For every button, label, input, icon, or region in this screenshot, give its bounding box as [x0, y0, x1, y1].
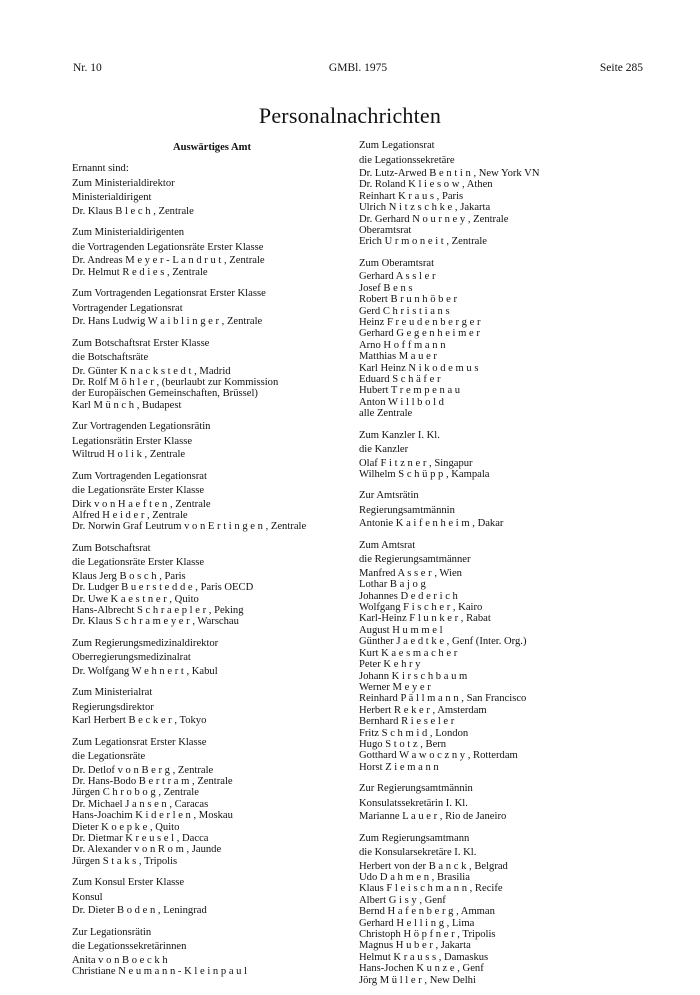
- rank-label: Zum Botschaftsrat Erster Klasse: [72, 337, 210, 349]
- appointment-section: [72, 686, 352, 726]
- appointment-section: [72, 337, 352, 412]
- rank-label: Zum Vortragenden Legationsrat: [72, 470, 207, 482]
- person-entry: Klaus F l e i s c h m a n n , Recife: [359, 883, 503, 895]
- person-entry: Günther J a e d t k e , Genf (Inter. Org.): [359, 636, 527, 648]
- person-entry: Gotthard W a w o c z n y , Rotterdam: [359, 750, 518, 762]
- rank-label: Zur Regierungsamtmännin: [359, 783, 473, 795]
- rank-label: Zum Ministerialrat: [72, 687, 153, 699]
- person-entry: Horst Z i e m a n n: [359, 761, 439, 773]
- appointment-section: [72, 226, 352, 278]
- person-entry: Karl-Heinz F l u n k e r , Rabat: [359, 613, 491, 625]
- rank-label: Zum Konsul Erster Klasse: [72, 877, 185, 889]
- person-entry: Jürgen S t a k s , Tripolis: [72, 855, 178, 867]
- rank-label: die Legationsräte Erster Klasse: [72, 485, 205, 497]
- department-heading: Auswärtiges Amt: [173, 142, 251, 153]
- person-entry: Gerhard G e g e n h e i m e r: [359, 328, 480, 340]
- person-entry: Hugo S t o t z , Bern: [359, 738, 447, 750]
- person-entry: Antonie K a i f e n h e i m , Dakar: [359, 518, 504, 530]
- person-entry: Matthias M a u e r: [359, 351, 437, 363]
- person-entry: Herbert R e k e r , Amsterdam: [359, 704, 487, 716]
- person-entry: Dr. Alexander v o n R o m , Jaunde: [72, 844, 222, 856]
- issue-number: Nr. 10: [73, 62, 102, 74]
- person-entry: Wolfgang F i s c h e r , Kairo: [359, 602, 483, 614]
- person-entry: Karl Herbert B e c k e r , Tokyo: [72, 715, 207, 727]
- person-entry: Magnus H u b e r , Jakarta: [359, 940, 471, 952]
- rank-label: Vortragender Legationsrat: [72, 302, 183, 314]
- rank-label: die Kanzler: [359, 444, 409, 456]
- person-entry: Reinhart K r a u s , Paris: [359, 190, 464, 202]
- appointment-section: [72, 162, 352, 217]
- person-entry: Johann K i r s c h b a u m: [359, 670, 468, 682]
- appointment-section: [72, 926, 352, 978]
- rank-label: Zum Botschaftsrat: [72, 542, 151, 554]
- rank-label: Ministerialdirigent: [72, 192, 152, 204]
- person-entry: der Europäischen Gemeinschaften, Brüssel): [72, 388, 258, 400]
- person-entry: Hans-Joachim K i d e r l e n , Moskau: [72, 810, 233, 822]
- person-entry: Heinz F r e u d e n b e r g e r: [359, 316, 481, 328]
- person-entry: Ulrich N i t z s c h k e , Jakarta: [359, 202, 491, 214]
- person-entry: Wilhelm S c h ü p p , Kampala: [359, 469, 490, 481]
- rank-label: Zur Amtsrätin: [359, 490, 419, 502]
- person-entry: Manfred A s s e r , Wien: [359, 567, 462, 579]
- person-entry: Klaus Jerg B o s c h , Paris: [72, 570, 186, 582]
- rank-label: Zum Ministerialdirigenten: [72, 227, 185, 239]
- appointment-section: [359, 139, 629, 248]
- appointment-section: [72, 637, 352, 677]
- rank-label: Ernannt sind:: [72, 163, 129, 175]
- rank-label: Zum Regierungsamtmann: [359, 832, 470, 844]
- person-entry: Dr. Dieter B o d e n , Leningrad: [72, 905, 207, 917]
- person-entry: Dr. Detlof v o n B e r g , Zentrale: [72, 764, 214, 776]
- person-entry: Gerhard A s s l e r: [359, 271, 436, 283]
- rank-label: Zum Vortragenden Legationsrat Erster Klasse: [72, 288, 266, 300]
- appointment-section: [359, 832, 629, 986]
- person-entry: Dr. Roland K l i e s o w , Athen: [359, 179, 493, 191]
- person-entry: Dr. Rolf M ö h l e r , (beurlaubt zur Kommission: [72, 376, 279, 388]
- person-entry: Wiltrud H o l i k , Zentrale: [72, 449, 186, 461]
- person-entry: Dr. Uwe K a e s t n e r , Quito: [72, 593, 199, 605]
- person-entry: Anton W i l l b o l d: [359, 396, 444, 408]
- person-entry: Dr. Lutz-Arwed B e n t i n , New York VN: [359, 168, 540, 179]
- person-entry: Dr. Helmut R e d i e s , Zentrale: [72, 266, 208, 278]
- person-entry: Christoph H ö p f n e r , Tripolis: [359, 929, 496, 940]
- appointment-section: [359, 429, 629, 481]
- person-entry: Dr. Hans Ludwig W a i b l i n g e r , Zentrale: [72, 316, 263, 328]
- person-entry: Helmut K r a u s s , Damaskus: [359, 951, 489, 963]
- appointment-section: [72, 736, 352, 868]
- rank-label: Oberregierungsmedizinalrat: [72, 652, 191, 664]
- person-entry: Dirk v o n H a e f t e n , Zentrale: [72, 498, 211, 510]
- person-entry: Dr. Günter K n a c k s t e d t , Madrid: [72, 365, 231, 377]
- rank-label: die Botschaftsräte: [72, 352, 149, 364]
- person-entry: Jörg M ü l l e r , New Delhi: [359, 974, 476, 986]
- person-entry: Christiane N e u m a n n - K l e i n p a u l: [72, 966, 248, 978]
- person-entry: Dr. Dietmar K r e u s e l , Dacca: [72, 833, 209, 845]
- person-entry: Dr. Norwin Graf Leutrum v o n E r t i n g e n , Zentrale: [72, 521, 307, 533]
- person-entry: Dr. Hans-Bodo B e r t r a m , Zentrale: [72, 776, 233, 788]
- rank-label: Zum Oberamtsrat: [359, 257, 435, 269]
- rank-label: die Legationsräte: [72, 751, 146, 763]
- person-entry: Josef B e n s: [359, 282, 413, 294]
- person-entry: Dieter K o e p k e , Quito: [72, 821, 180, 833]
- rank-label: Zum Regierungsmedizinaldirektor: [72, 637, 219, 649]
- person-entry: Oberamtsrat: [359, 225, 412, 237]
- person-entry: Dr. Gerhard N o u r n e y , Zentrale: [359, 213, 509, 225]
- person-entry: Karl M ü n c h , Budapest: [72, 399, 182, 411]
- person-entry: Bernd H a f e n b e r g , Amman: [359, 906, 495, 918]
- person-entry: Albert G i s y , Genf: [359, 894, 446, 906]
- rank-label: die Legationsräte Erster Klasse: [72, 557, 205, 569]
- rank-label: Zum Ministerialdirektor: [72, 177, 175, 189]
- person-entry: Johannes D e d e r i c h: [359, 590, 458, 602]
- appointment-section: [72, 876, 352, 916]
- rank-label: Legationsrätin Erster Klasse: [72, 435, 193, 447]
- page-header: [73, 62, 643, 78]
- person-entry: Kurt K a e s m a c h e r: [359, 647, 458, 659]
- page-title: Personalnachrichten: [258, 103, 442, 128]
- person-entry: Gerhard H e l l i n g , Lima: [359, 917, 475, 929]
- person-entry: Udo D a h m e n , Brasilia: [359, 871, 470, 883]
- person-entry: Dr. Wolfgang W e h n e r t , Kabul: [72, 665, 218, 677]
- person-entry: Marianne L a u e r , Rio de Janeiro: [359, 811, 507, 823]
- person-entry: Fritz S c h m i d , London: [359, 727, 469, 739]
- rank-label: Regierungsdirektor: [72, 701, 154, 713]
- person-entry: Dr. Klaus B l e c h , Zentrale: [72, 205, 194, 217]
- appointment-section: [359, 782, 629, 822]
- person-entry: Jürgen C h r o b o g , Zentrale: [72, 787, 199, 799]
- right-column: [359, 139, 629, 995]
- person-entry: Hans-Jochen K u n z e , Genf: [359, 963, 484, 975]
- person-entry: Robert B r u n h ö b e r: [359, 294, 457, 306]
- person-entry: Herbert von der B a n c k , Belgrad: [359, 860, 508, 872]
- person-entry: Reinhard P ä l l m a n n , San Francisco: [359, 693, 527, 705]
- rank-label: Zur Vortragenden Legationsrätin: [72, 421, 211, 433]
- person-entry: Hubert T r e m p e n a u: [359, 385, 461, 397]
- rank-label: Zum Amtsrat: [359, 539, 416, 551]
- page-number: Seite 285: [599, 62, 643, 74]
- person-entry: Gerd C h r i s t i a n s: [359, 305, 450, 317]
- person-entry: Dr. Ludger B u e r s t e d d e , Paris OECD: [72, 582, 254, 594]
- appointment-section: [359, 489, 629, 529]
- person-entry: Arno H o f f m a n n: [359, 339, 446, 351]
- person-entry: Werner M e y e r: [359, 681, 431, 693]
- appointment-section: [359, 539, 629, 773]
- rank-label: Zum Legationsrat Erster Klasse: [72, 736, 207, 748]
- left-sections: [72, 162, 352, 977]
- journal-name: GMBl. 1975: [328, 62, 388, 74]
- person-entry: Eduard S c h ä f e r: [359, 374, 441, 385]
- person-entry: August H u m m e l: [359, 624, 443, 636]
- person-entry: Dr. Klaus S c h r a m e y e r , Warschau: [72, 616, 239, 628]
- rank-label: Zum Legationsrat: [359, 140, 435, 151]
- person-entry: Erich U r m o n e i t , Zentrale: [359, 236, 487, 248]
- person-entry: Peter K e h r y: [359, 659, 421, 671]
- rank-label: Konsulatssekretärin I. Kl.: [359, 797, 468, 809]
- rank-label: die Legationssekretäre: [359, 154, 455, 166]
- appointment-section: [72, 470, 352, 533]
- rank-label: Zum Kanzler I. Kl.: [359, 429, 440, 441]
- person-entry: Bernhard R i e s e l e r: [359, 716, 455, 728]
- rank-label: die Regierungsamtmänner: [359, 554, 471, 566]
- left-column: [72, 140, 352, 987]
- rank-label: die Vortragenden Legationsräte Erster Klasse: [72, 241, 264, 253]
- person-entry: Dr. Andreas M e y e r - L a n d r u t , Zentrale: [72, 255, 265, 267]
- rank-label: Zur Legationsrätin: [72, 926, 152, 938]
- appointment-section: [72, 420, 352, 460]
- rank-label: die Legationssekretärinnen: [72, 941, 187, 953]
- person-entry: Karl Heinz N i k o d e m u s: [359, 362, 479, 374]
- person-entry: Dr. Michael J a n s e n , Caracas: [72, 798, 209, 810]
- person-entry: alle Zentrale: [359, 408, 413, 420]
- person-entry: Olaf F i t z n e r , Singapur: [359, 457, 473, 469]
- person-entry: Lothar B a j o g: [359, 579, 426, 591]
- rank-label: Konsul: [72, 891, 103, 903]
- rank-label: die Konsularsekretäre I. Kl.: [359, 847, 477, 859]
- person-entry: Anita v o n B o e c k h: [72, 954, 168, 966]
- appointment-section: [72, 542, 352, 628]
- appointment-section: [359, 257, 629, 420]
- person-entry: Alfred H e i d e r , Zentrale: [72, 509, 188, 521]
- right-sections: [359, 139, 629, 986]
- appointment-section: [72, 287, 352, 327]
- rank-label: Regierungsamtmännin: [359, 504, 455, 516]
- person-entry: Hans-Albrecht S c h r a e p l e r , Peking: [72, 605, 244, 616]
